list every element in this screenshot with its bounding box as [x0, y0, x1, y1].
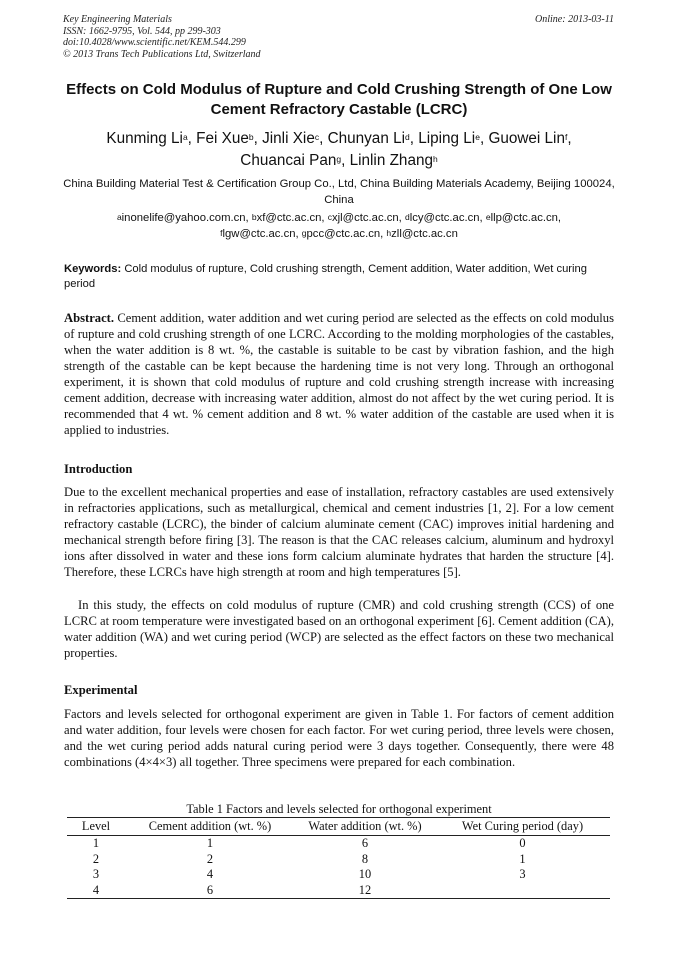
table-cell: 8	[361, 851, 369, 866]
keywords-label: Keywords:	[64, 263, 122, 275]
email[interactable]: $^e$llp@ctc.ac.cn,	[485, 212, 562, 224]
table-cell	[435, 883, 610, 899]
email-list	[60, 210, 618, 242]
email[interactable]: $^h$zll@ctc.ac.cn	[386, 228, 458, 240]
email[interactable]: $^d$lcy@ctc.ac.cn,	[404, 212, 483, 224]
introduction-paragraph-2: In this study, the effects on cold modulus of rupture (CMR) and cold crushing strength (CCS) of one LCRC at room temperature were investigated based on an orthogonal experiment [6]. Cement addition (CA), water addition (WA) and wet curing period (WCP) are selected as the effect factors on these two mechanical properties.	[64, 598, 614, 660]
table-row	[67, 836, 610, 852]
table-cell: 3	[92, 867, 100, 882]
table-header-cell: Wet Curing period (day)	[435, 818, 610, 836]
table-cell: 2	[92, 851, 100, 866]
author: Jinli Xie$^c$,	[262, 130, 328, 147]
email[interactable]: $^g$pcc@ctc.ac.cn,	[301, 228, 384, 240]
experimental-heading: Experimental	[64, 683, 138, 697]
author: Kunming Li$^a$,	[106, 130, 197, 147]
table-cell: 6	[125, 883, 295, 899]
factors-table	[67, 817, 610, 899]
table-cell: 12	[295, 883, 435, 899]
table-cell: 4	[206, 867, 214, 882]
journal-header	[63, 14, 261, 60]
email[interactable]: $^b$xf@ctc.ac.cn,	[251, 212, 325, 224]
table-header-row	[67, 818, 610, 836]
author: Guowei Lin$^f$,	[488, 130, 572, 147]
table-header-cell: Cement addition (wt. %)	[125, 818, 295, 836]
table-cell: 10	[358, 867, 372, 882]
journal-issn: ISSN: 1662-9795, Vol. 544, pp 299-303	[63, 25, 221, 37]
online-date: Online: 2013-03-11	[535, 14, 614, 25]
table-header-cell: Water addition (wt. %)	[295, 818, 435, 836]
email[interactable]: $^c$xjl@ctc.ac.cn,	[327, 212, 402, 224]
introduction-paragraph-1: Due to the excellent mechanical properties and ease of installation, refractory castables are used extensively in refractories applications, such as metallurgical, chemical and cement industries [1, 2]. For a low cement refractory castable (LCRC), the binder of calcium aluminate cement (CAC) improves initial hardening and mechanical strength before firing [3]. The reason is that the CAC releases calcium, aluminum and hydroxyl ions after dissolved in water and these ions form calcium aluminate hydrates that harden the structure [4]. Therefore, these LCRCs have high strength at room and high temperatures [5].	[64, 485, 614, 579]
abstract	[64, 310, 614, 438]
journal-doi[interactable]: doi:10.4028/www.scientific.net/KEM.544.299	[63, 37, 246, 48]
journal-copyright: © 2013 Trans Tech Publications Ltd, Switzerland	[63, 48, 261, 60]
author: Fei Xue$^b$,	[196, 130, 263, 147]
table-cell: 3	[519, 867, 526, 882]
table-cell: 6	[361, 836, 369, 851]
author-list	[60, 128, 618, 171]
author: Liping Li$^e$,	[418, 130, 489, 147]
table-cell: 1	[519, 851, 526, 866]
author: Linlin Zhang$^h$	[349, 151, 438, 169]
table-cell: 1	[92, 836, 100, 851]
paper-title: Effects on Cold Modulus of Rupture and Cold Crushing Strength of One Low Cement Refractory Castable (LCRC)	[66, 81, 612, 118]
email[interactable]: $^a$inonelife@yahoo.com.cn,	[116, 212, 249, 224]
introduction-heading: Introduction	[64, 462, 133, 476]
author: Chunyan Li$^d$,	[327, 130, 419, 147]
email[interactable]: $^f$lgw@ctc.ac.cn,	[220, 228, 299, 240]
table-cell: 0	[519, 836, 526, 851]
table-cell: 1	[206, 836, 214, 851]
table-header-cell: Level	[67, 818, 125, 836]
abstract-text: Cement addition, water addition and wet curing period are selected as the effects on cold modulus of rupture and cold crushing strength of one LCRC. According to the molding morphologies of the castables, when the water addition is 8 wt. %, the castable is suitable to be cast by vibration fashion, and the high strength of the castable can be kept because the hardening time is not very long. Through an orthogonal experiment, it is shown that cold modulus of rupture and cold crushing strength increase with increasing cement addition, decrease with increasing water addition, almost do not affect by the wet curing period. It is recommended that 4 wt. % cement addition and 8 wt. % water addition of the castable are used when it is applied to industries.	[64, 311, 614, 437]
keywords	[64, 262, 614, 293]
table-cell: 2	[206, 851, 214, 866]
table-caption: Table 1 Factors and levels selected for orthogonal experiment	[186, 802, 492, 816]
table-cell: 4	[67, 883, 125, 899]
affiliation: China Building Material Test & Certification Group Co., Ltd, China Building Materials Academy, Beijing 100024, China	[63, 178, 615, 206]
table-row	[67, 852, 610, 868]
abstract-label: Abstract.	[64, 311, 115, 325]
keywords-text: Cold modulus of rupture, Cold crushing strength, Cement addition, Water addition, Wet curing period	[64, 263, 587, 291]
journal-name: Key Engineering Materials	[63, 14, 172, 25]
author: Chuancai Pan$^g$,	[240, 151, 350, 169]
experimental-paragraph-1: Factors and levels selected for orthogonal experiment are given in Table 1. For factors of cement addition and water addition, four levels were chosen for each factor. For wet curing period, three levels were chosen, and the wet curing period adds natural curing period were 3 days together. Consequently, there were 48 combinations (4×4×3) all together. Three specimens were prepared for each combination.	[64, 707, 614, 769]
table-row	[67, 867, 610, 883]
table-row	[67, 883, 610, 899]
